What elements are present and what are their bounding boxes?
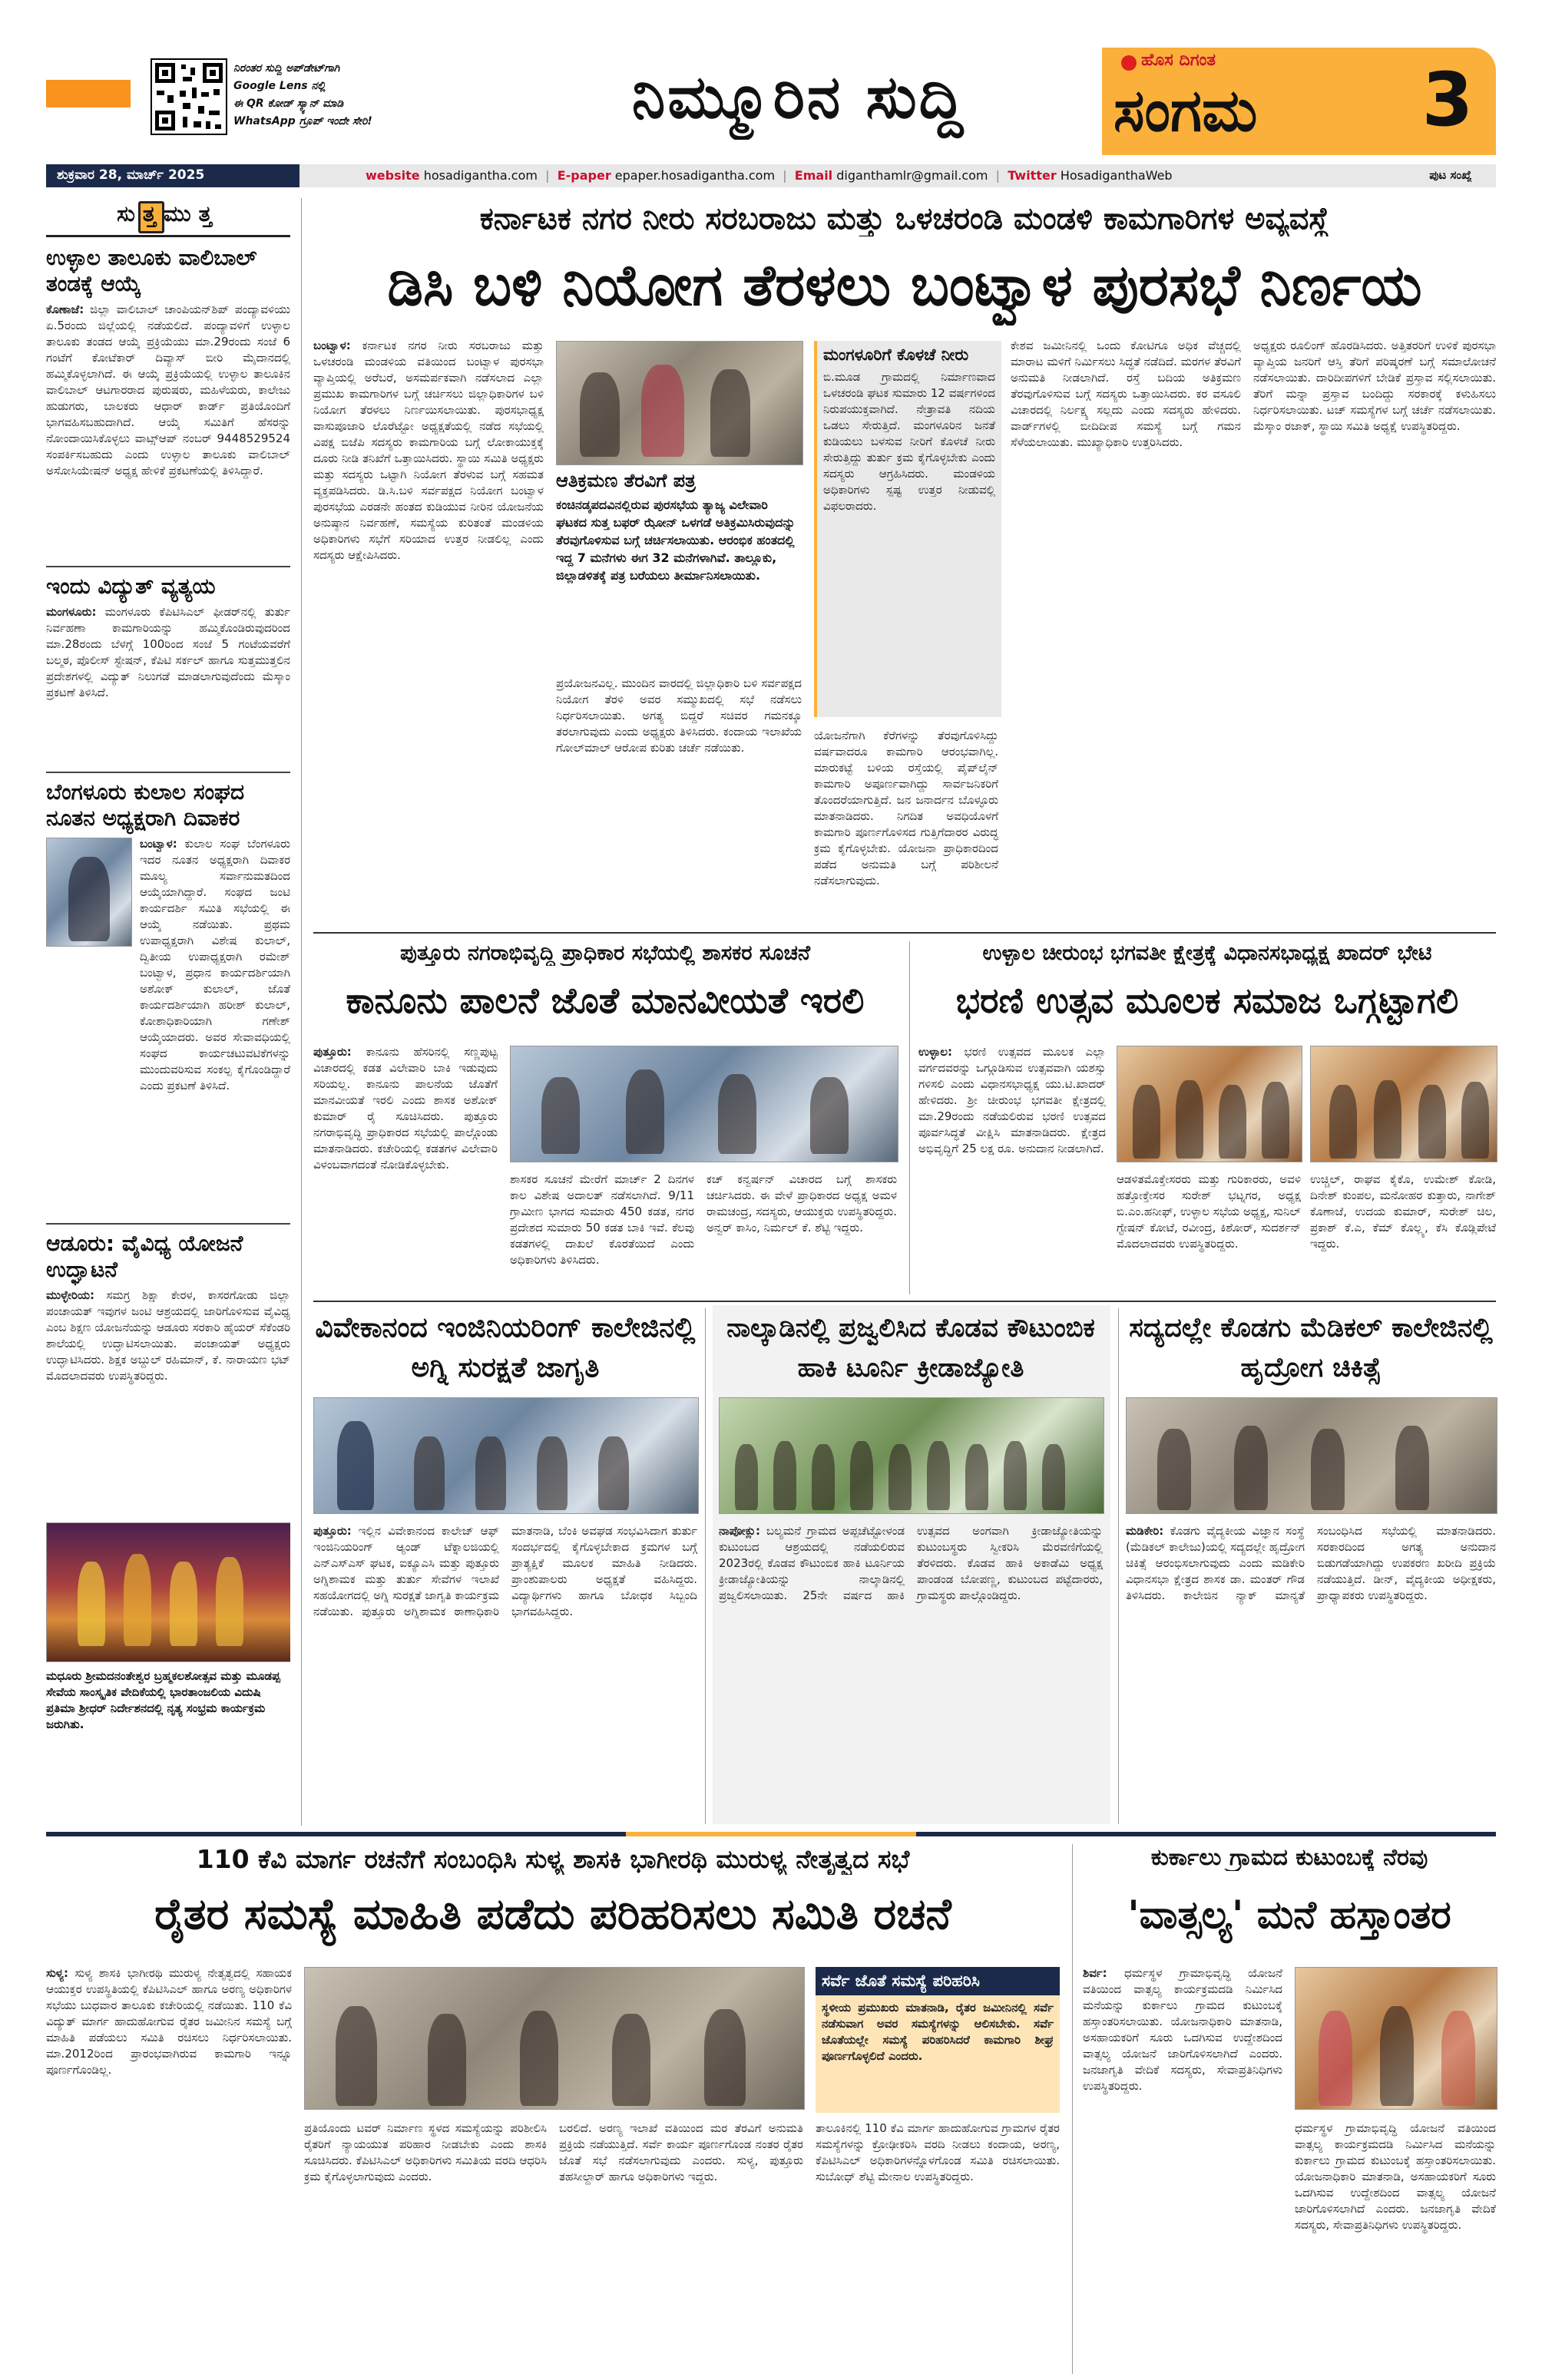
dateline: ಮಡಿಕೇರಿ: xyxy=(1126,1524,1164,1538)
story8-col1 xyxy=(1083,1965,1282,2372)
sidebar-story-headline: ಬೆಂಗಳೂರು ಕುಲಾಲ ಸಂಘದ ನೂತನ ಅಧ್ಯಕ್ಷರಾಗಿ ದಿವಾಕರ xyxy=(46,779,245,831)
sidebar-story-headline: ಇಂದು ವಿದ್ಯುತ್ ವ್ಯತ್ಯಯ xyxy=(46,574,216,599)
story-text: ಬಲ್ಯಮನೆ ಗ್ರಾಮದ ಅಪ್ಪಚೆಟ್ಟೋಳಂಡ ಕುಟುಂಬದ ಆಶ್ರಯದಲ್ಲಿ ನಡೆಯಲಿರುವ 2023ರಲ್ಲಿ ಕೊಡವ ಕೌಟುಂಬಿಕ ಹಾಕಿ ಟೂರ್ನಿಯ ಕ್ರೀಡಾಜ್ಯೋತಿಯನ್ನು ನಾಲ್ಕಾಡಿನಲ್ಲಿ ಪ್ರಜ್ವಲಿಸಲಾಯಿತು. 25ನೇ ವರ್ಷದ ಹಾಕಿ ಉತ್ಸವದ ಅಂಗವಾಗಿ ಕ್ರೀಡಾಜ್ಯೋತಿಯನ್ನು ಕುಟುಂಬಸ್ಥರು ಸ್ವೀಕರಿಸಿ ಮೆರವಣಿಗೆಯಲ್ಲಿ ತೆರಳಿದರು. ಕೊಡವ ಹಾಕಿ ಅಕಾಡೆಮಿ ಅಧ್ಯಕ್ಷ ಪಾಂಡಂಡ ಬೋಪಣ್ಣ, ಕುಟುಂಬದ ಪಟ್ಟೆದಾರರು, ಗ್ರಾಮಸ್ಥರು ಪಾಲ್ಗೊಂಡಿದ್ದರು. xyxy=(719,1524,1103,1602)
sidebar-header-text: ಸುತ್ತಮುತ್ತ xyxy=(117,201,220,226)
lead-col3: ಯೋಜನೆಗಾಗಿ ಕೆರೆಗಳನ್ನು ತೆರವುಗೊಳಿಸಿದ್ದು ವರ್ಷವಾದರೂ ಕಾಮಗಾರಿ ಆರಂಭವಾಗಿಲ್ಲ. ಮಾರುಕಟ್ಟೆ ಬಳಿಯ ರಸ್ತೆಯಲ್ಲಿ ಪೈಪ್‌ಲೈನ್ ಕಾಮಗಾರಿ ಅಪೂರ್ಣವಾಗಿದ್ದು ಸಾರ್ವಜನಿಕರಿಗೆ ತೊಂದರೆಯಾಗುತ್ತಿದೆ. ಜನ ಜನಾರ್ದನ ಬೊಳ್ಳೂರು ಮಾತನಾಡಿದರು. ನಿಗದಿತ ಅವಧಿಯೊಳಗೆ ಕಾಮಗಾರಿ ಪೂರ್ಣಗೊಳಿಸದ ಗುತ್ತಿಗೆದಾರರ ವಿರುದ್ಧ ಕ್ರಮ ಕೈಗೊಳ್ಳಬೇಕು. ಯೋಜನಾ ಪ್ರಾಧಿಕಾರದಿಂದ ಪಡೆದ ಅನುಮತಿ ಬಗ್ಗೆ ಪರಿಶೀಲನೆ ನಡೆಸಲಾಗುವುದು. xyxy=(814,729,998,888)
lead-photo xyxy=(556,341,803,465)
masthead xyxy=(0,0,1542,183)
dateline: ಬಂಟ್ವಾಳ: xyxy=(140,837,177,851)
portrait-photo xyxy=(46,838,132,947)
lead-photo-caption-head: ಆತಿಕ್ರಮಣ ತೆರವಿಗೆ ಪತ್ರ xyxy=(556,470,696,491)
story-text: ಸುಳ್ಯ ಶಾಸಕಿ ಭಾಗೀರಥಿ ಮುರುಳ್ಯ ನೇತೃತ್ವದಲ್ಲಿ ಸಹಾಯಕ ಆಯುಕ್ತರ ಉಪಸ್ಥಿತಿಯಲ್ಲಿ ಕೆಪಿಟಿಸಿಎಲ್ ಹಾಗೂ ಅರಣ್ಯ ಅಧಿಕಾರಿಗಳ ಸಭೆಯು ಬುಧವಾರ ತಾಲೂಕು ಕಚೇರಿಯಲ್ಲಿ ನಡೆಯಿತು. 110 ಕೆವಿ ವಿದ್ಯುತ್ ಮಾರ್ಗ ಹಾದುಹೋಗುವ ರೈತರ ಜಮೀನಿನ ಸಮಸ್ಯೆ ಬಗ್ಗೆ ಮಾಹಿತಿ ಪಡೆಯಲು ಸಮಿತಿ ರಚಿಸಲು ನಿರ್ಧರಿಸಲಾಯಿತು. ಮಾ.2012ರಿಂದ ಪ್ರಾರಂಭವಾಗಿರುವ ಕಾಮಗಾರಿ ಇನ್ನೂ ಪೂರ್ಣಗೊಂಡಿಲ್ಲ. xyxy=(46,1966,292,2077)
story-text: ಧರ್ಮಸ್ಥಳ ಗ್ರಾಮಾಭಿವೃದ್ಧಿ ಯೋಜನೆ ವತಿಯಿಂದ ವಾತ್ಸಲ್ಯ ಕಾರ್ಯಕ್ರಮದಡಿ ನಿರ್ಮಿಸಿದ ಮನೆಯನ್ನು ಕುರ್ಕಾಲು ಗ್ರಾಮದ ಕುಟುಂಬಕ್ಕೆ ಹಸ್ತಾಂತರಿಸಲಾಯಿತು. ಯೋಜನಾಧಿಕಾರಿ ಮಾತನಾಡಿ, ಅಸಹಾಯಕರಿಗೆ ಸೂರು ಒದಗಿಸುವ ಉದ್ದೇಶದಿಂದ ವಾತ್ಸಲ್ಯ ಯೋಜನೆ ಜಾರಿಗೊಳಿಸಲಾಗಿದೆ ಎಂದರು. ಜನಜಾಗೃತಿ ವೇದಿಕೆ ಸದಸ್ಯರು, ಸೇವಾಪ್ರತಿನಿಧಿಗಳು ಉಪಸ್ಥಿತರಿದ್ದರು. xyxy=(1295,2121,1496,2232)
story3-headline: ಭರಣಿ ಉತ್ಸವ ಮೂಲಕ ಸಮಾಜ ಒಗ್ಗಟ್ಟಾಗಲಿ xyxy=(955,980,1459,1021)
story-text: ಧರ್ಮಸ್ಥಳ ಗ್ರಾಮಾಭಿವೃದ್ಧಿ ಯೋಜನೆ ವತಿಯಿಂದ ವಾತ್ಸಲ್ಯ ಕಾರ್ಯಕ್ರಮದಡಿ ನಿರ್ಮಿಸಿದ ಮನೆಯನ್ನು ಕುರ್ಕಾಲು ಗ್ರಾಮದ ಕುಟುಂಬಕ್ಕೆ ಹಸ್ತಾಂತರಿಸಲಾಯಿತು. ಯೋಜನಾಧಿಕಾರಿ ಮಾತನಾಡಿ, ಅಸಹಾಯಕರಿಗೆ ಸೂರು ಒದಗಿಸುವ ಉದ್ದೇಶದಿಂದ ವಾತ್ಸಲ್ಯ ಯೋಜನೆ ಜಾರಿಗೊಳಿಸಲಾಗಿದೆ ಎಂದರು. ಜನಜಾಗೃತಿ ವೇದಿಕೆ ಸದಸ್ಯರು, ಸೇವಾಪ್ರತಿನಿಧಿಗಳು ಉಪಸ್ಥಿತರಿದ್ದರು. xyxy=(1083,1966,1282,2093)
email-label: Email xyxy=(794,168,833,183)
story-text: ಕಾನೂನು ಹೆಸರಿನಲ್ಲಿ ಸಣ್ಣಪುಟ್ಟ ವಿಚಾರದಲ್ಲಿ ಕಡತ ವಿಲೇವಾರಿ ಬಾಕಿ ಇಡುವುದು ಸರಿಯಲ್ಲ. ಕಾನೂನು ಪಾಲನೆಯ ಜೊತೆಗೆ ಮಾನವೀಯತೆ ಇರಲಿ ಎಂದು ಶಾಸಕ ಅಶೋಕ್ ಕುಮಾರ್ ರೈ ಸೂಚಿಸಿದರು. ಪುತ್ತೂರು ನಗರಾಭಿವೃದ್ಧಿ ಪ್ರಾಧಿಕಾರದ ಸಭೆಯಲ್ಲಿ ಪಾಲ್ಗೊಂಡು ಮಾತನಾಡಿದರು. ಕಚೇರಿಯಲ್ಲಿ ಕಡತಗಳ ವಿಲೇವಾರಿ ವಿಳಂಬವಾಗದಂತೆ ನೋಡಿಕೊಳ್ಳಬೇಕು. xyxy=(313,1045,498,1172)
qr-note xyxy=(233,60,456,131)
issue-date: ಶುಕ್ರವಾರ 28, ಮಾರ್ಚ್ 2025 xyxy=(57,167,205,183)
story7-col2: ಪ್ರತಿಯೊಂದು ಟವರ್ ನಿರ್ಮಾಣ ಸ್ಥಳದ ಸಮಸ್ಯೆಯನ್ನು ಪರಿಶೀಲಿಸಿ ರೈತರಿಗೆ ನ್ಯಾಯಯುತ ಪರಿಹಾರ ನೀಡಬೇಕು ಎಂದು ಶಾಸಕಿ ಸೂಚಿಸಿದರು. ಕೆಪಿಟಿಸಿಎಲ್ ಅಧಿಕಾರಿಗಳು ಸಮಿತಿಯ ವರದಿ ಆಧರಿಸಿ ಕ್ರಮ ಕೈಗೊಳ್ಳಲಾಗುವುದು ಎಂದರು. xyxy=(304,2121,547,2183)
story-text: ಕರ್ನಾಟಕ ನಗರ ನೀರು ಸರಬರಾಜು ಮತ್ತು ಒಳಚರಂಡಿ ಮಂಡಳಿಯ ವತಿಯಿಂದ ಬಂಟ್ವಾಳ ಪುರಸಭಾ ವ್ಯಾಪ್ತಿಯಲ್ಲಿ ಅರೆಬರೆ, ಅಸಮರ್ಪಕವಾಗಿ ನಡೆಸಲಾದ ಎಲ್ಲಾ ಪ್ರಮುಖ ಕಾಮಗಾರಿಗಳ ಬಗ್ಗೆ ಚರ್ಚಿಸಲು ಜಿಲ್ಲಾಧಿಕಾರಿಗಳ ಬಳಿ ನಿಯೋಗ ತೆರಳಲು ನಿರ್ಣಯಿಸಲಾಯಿತು. ಪುರಸಭಾಧ್ಯಕ್ಷ ವಾಸುಪೂಜಾರಿ ಲೊರೆಟ್ಟೋ ಅಧ್ಯಕ್ಷತೆಯಲ್ಲಿ ನಡೆದ ಸಭೆಯಲ್ಲಿ ವಿಪಕ್ಷ ಬಿಜೆಪಿ ಸದಸ್ಯರು ಕಾಮಗಾರಿಯ ಬಗ್ಗೆ ಲೋಕಾಯುಕ್ತಕ್ಕೆ ದೂರು ನೀಡಿ ತನಿಖೆಗೆ ಒತ್ತಾಯಿಸಿದರು. ಸ್ಥಾಯಿ ಸಮಿತಿ ಅಧ್ಯಕ್ಷರು ಮತ್ತು ಸದಸ್ಯರು ಒಟ್ಟಾಗಿ ನಿಯೋಗ ತೆರಳುವ ಬಗ್ಗೆ ಸಹಮತ ವ್ಯಕ್ತಪಡಿಸಿದರು. ಡಿ.ಸಿ.ಬಳಿ ಸರ್ವಪಕ್ಷದ ನಿಯೋಗ ಬಂಟ್ವಾಳ ಪುರಸಭೆಯ ಎರಡನೇ ಹಂತದ ಕುಡಿಯುವ ನೀರಿನ ಯೋಜನೆಯ ಅನುಷ್ಠಾನ ನಿರ್ವಹಣೆ, ಸಮಸ್ಯೆಯ ಕುರಿತಂತೆ ಮಂಡಳಿಯ ಅಧಿಕಾರಿಗಳು ಸಭೆಗೆ ಸರಿಯಾದ ಉತ್ತರ ನೀಡಲಿಲ್ಲ ಎಂದು ಸದಸ್ಯರು ಆಕ್ಷೇಪಿಸಿದರು. xyxy=(313,339,544,562)
website-label: website xyxy=(366,168,420,183)
sidebar-story-body xyxy=(46,302,290,560)
story4-photo xyxy=(313,1397,699,1514)
lead-col1 xyxy=(313,338,544,921)
divider-stripe xyxy=(46,1832,1496,1836)
lead-kicker: ಕರ್ನಾಟಕ ನಗರ ನೀರು ಸರಬರಾಜು ಮತ್ತು ಒಳಚರಂಡಿ ಮಂಡಳಿ ಕಾಮಗಾರಿಗಳ ಅವ್ಯವಸ್ಥೆ xyxy=(479,201,1330,236)
website-link[interactable]: hosadigantha.com xyxy=(423,168,538,183)
sidebar-story xyxy=(46,779,290,1217)
story2-col1 xyxy=(313,1044,498,1290)
lead-box-text: ಬಿ.ಮೂಡ ಗ್ರಾಮದಲ್ಲಿ ನಿರ್ಮಾಣವಾದ ಒಳಚರಂಡಿ ಘಟಕ ಸುಮಾರು 12 ವರ್ಷಗಳಿಂದ ನಿರುಪಯುಕ್ತವಾಗಿದೆ. ನೇತ್ರಾವತಿ ನದಿಯ ಒಡಲು ಸೇರುತ್ತಿದೆ. ಮಂಗಳೂರಿನ ಜನತೆ ಕುಡಿಯಲು ಬಳಸುವ ನೀರಿಗೆ ಕೊಳಚೆ ನೀರು ಸೇರುತ್ತಿದ್ದು ತುರ್ತು ಕ್ರಮ ಕೈಗೊಳ್ಳಬೇಕು ಎಂದು ಸದಸ್ಯರು ಆಗ್ರಹಿಸಿದರು. ಮಂಡಳಿಯ ಅಧಿಕಾರಿಗಳು ಸ್ಪಷ್ಟ ಉತ್ತರ ನೀಡುವಲ್ಲಿ ವಿಫಲರಾದರು. xyxy=(823,370,995,513)
story5-text xyxy=(719,1523,1103,1823)
page-number: 3 xyxy=(1421,57,1474,143)
dateline: ಕೊಣಾಜೆ: xyxy=(46,302,84,316)
brand-logo-icon xyxy=(1121,55,1137,71)
lead-box-head: ಮಂಗಳೂರಿಗೆ ಕೊಳಚೆ ನೀರು xyxy=(823,345,969,364)
dance-photo-caption: ಮಧೂರು ಶ್ರೀಮದನಂತೇಶ್ವರ ಬ್ರಹ್ಮಕಲಶೋತ್ಸವ ಮತ್ತು ಮೂಡಪ್ಪ ಸೇವೆಯ ಸಾಂಸ್ಕೃತಿಕ ವೇದಿಕೆಯಲ್ಲಿ ಭಾರತಾಂಜಲಿಯ ವಿದುಷಿ ಪ್ರತಿಮಾ ಶ್ರೀಧರ್ ನಿರ್ದೇಶನದಲ್ಲಿ ನೃತ್ಯ ಸಂಭ್ರಮ ಕಾರ್ಯಕ್ರಮ ಜರುಗಿತು. xyxy=(46,1669,280,1731)
contact-line: website hosadigantha.com | E-paper epaper.hosadigantha.com | Email diganthamlr@gmail.com | Twitter HosadiganthaWeb xyxy=(366,168,1173,183)
dateline: ಮಂಗಳೂರು: xyxy=(46,605,97,619)
qr-note-line: ಈ QR ಕೋಡ್ ಸ್ಕ್ಯಾನ್ ಮಾಡಿ xyxy=(233,98,344,110)
lead-box xyxy=(814,341,1001,717)
sidebar-story-body xyxy=(46,1288,290,1513)
dateline: ಪುತ್ತೂರು: xyxy=(313,1045,352,1059)
story3-col3: ಉಚ್ಚಿಲ್, ರಾಘವ ಕೈಕೊ, ಉಮೇಶ್ ಕೋಡಿ, ದಿನೇಶ್ ಕುಂಪಲ, ಮನೋಹರ ಕುತ್ತಾರು, ನಾಗೇಶ್ ಕೊಣಾಜೆ, ಉದಯ ಕುಮಾರ್, ಸುರೇಶ್ ಚಿಲ, ಪ್ರಕಾಶ್ ಕೆ.ಎ, ಕೆಮ್ ಕೊಲ್ಲ್ಯ, ಕೆಸಿ ಕೊಡ್ಲಿಪೇಟೆ ಇದ್ದರು. xyxy=(1310,1172,1496,1251)
story7-box xyxy=(816,1967,1060,2113)
lead-col4: ಕೇಶವ ಜಮೀನಿನಲ್ಲಿ ಒಂದು ಕೋಟಿಗೂ ಅಧಿಕ ವೆಚ್ಚದಲ್ಲಿ ಮಾರಾಟ ಮಳಿಗೆ ನಿರ್ಮಿಸಲು ಸಿದ್ಧತೆ ನಡೆದಿದೆ. ಮರಗಳ ತೆರವಿಗೆ ಅನುಮತಿ ನೀಡಲಾಗಿದೆ. ರಸ್ತೆ ಬದಿಯ ಅತಿಕ್ರಮಣ ತೆರವುಗೊಳಿಸುವ ಬಗ್ಗೆ ಸದಸ್ಯರು ಒತ್ತಾಯಿಸಿದರು. ಕರ ವಸೂಲಿ ವಿಚಾರದಲ್ಲಿ ನಿರ್ಲಕ್ಷ್ಯ ಸಲ್ಲದು ಎಂದು ಸದಸ್ಯರು ಹೇಳಿದರು. ವಾರ್ಡ್‌ಗಳಲ್ಲಿ ಬೀದಿದೀಪ ಸಮಸ್ಯೆ ಬಗ್ಗೆ ಗಮನ ಸೆಳೆಯಲಾಯಿತು. ಮುಖ್ಯಾಧಿಕಾರಿ ಉತ್ತರಿಸಿದರು. xyxy=(1011,339,1241,449)
sidebar-story xyxy=(46,1231,290,1513)
story3-col2: ಆಡಳಿತಮೊಕ್ತೇಸರರು ಮತ್ತು ಗುರಿಕಾರರು, ಅವಳಿ ಹತ್ತೋಕ್ತೇಸರ ಸುರೇಶ್ ಭಟ್ನಗರ, ಅಧ್ಯಕ್ಷ ಬಿ.ಎಂ.ಹನೀಫ್, ಉಳ್ಳಾಲ ಸಭೆಯ ಅಧ್ಯಕ್ಷ, ಸುನಿಲ್ ಗ್ಟೇಷನ್ ಕೋಟೆ, ರವೀಂದ್ರ, ಕಿಶೋರ್, ಸುದರ್ಶನ್ ಮೊದಲಾದವರು ಉಪಸ್ಥಿತರಿದ್ದರು. xyxy=(1117,1172,1301,1251)
lead-headline: ಡಿಸಿ ಬಳಿ ನಿಯೋಗ ತೆರಳಲು ಬಂಟ್ವಾಳ ಪುರಸಭೆ ನಿರ್ಣಯ xyxy=(387,253,1422,319)
story2-col3: ಕಚ್ ಕನ್ವರ್ಷನ್ ವಿಚಾರದ ಬಗ್ಗೆ ಶಾಸಕರು ಚರ್ಚಿಸಿದರು. ಈ ವೇಳೆ ಪ್ರಾಧಿಕಾರದ ಅಧ್ಯಕ್ಷ ಅಮಳ ರಾಮಚಂದ್ರ, ಸದಸ್ಯರು, ಆಯುಕ್ತರು ಉಪಸ್ಥಿತರಿದ್ದರು. ಅನ್ವರ್ ಕಾಸಿಂ, ನಿರ್ಮಲ್ ಕೆ. ಶೆಟ್ಟಿ ಇದ್ದರು. xyxy=(706,1172,897,1235)
story4-text xyxy=(313,1523,697,1823)
dateline: ಉಳ್ಳಾಲ: xyxy=(918,1045,952,1059)
dateline: ಬಂಟ್ವಾಳ: xyxy=(313,339,351,352)
story7-box-head: ಸರ್ವೆ ಜೊತೆ ಸಮಸ್ಯೆ ಪರಿಹರಿಸಿ xyxy=(816,1967,1060,1995)
story-text: ಜಿಲ್ಲಾ ವಾಲಿಬಾಲ್ ಚಾಂಪಿಯನ್‌ಶಿಪ್ ಪಂದ್ಯಾವಳಿಯು ಏ.5ರಂದು ಜಿಲ್ಲೆಯಲ್ಲಿ ನಡೆಯಲಿದೆ. ಪಂದ್ಯಾವಳಿಗೆ ಉಳ್ಳಾಲ ತಾಲೂಕು ತಂಡದ ಆಯ್ಕೆ ಪ್ರಕ್ರಿಯೆಯು ಮಾ.29ರಂದು ಸಂಜೆ 6 ಗಂಟೆಗೆ ಕೋಟೆಕಾರ್ ದಿವ್ಯಾಸ್ ಬೀರಿ ಮೈದಾನದಲ್ಲಿ ಹಮ್ಮಿಕೊಳ್ಳಲಾಗಿದೆ. ಈ ಆಯ್ಕೆ ಪ್ರಕ್ರಿಯೆಯಲ್ಲಿ ಉಳ್ಳಾಲ ತಾಲೂಕಿನ ವಾಲಿಬಾಲ್ ಆಟಗಾರರಾದ ಪುರುಷರು, ಮಹಿಳೆಯರು, ಕಾಲೇಜು ಹುಡುಗರು, ಬಾಲಕರು ಆಧಾರ್ ಕಾರ್ಡ್ ಪ್ರತಿಯೊಂದಿಗೆ ಭಾಗವಹಿಸಬಹುದಾಗಿದೆ. ಆಯ್ಕೆ ಸಮಿತಿಗೆ ಹೆಸರನ್ನು ನೋಂದಾಯಿಸಿಕೊಳ್ಳಲು ವಾಟ್ಸ್‌ಆಪ್ ನಂಬರ್ 9448529524 ಸಂಪರ್ಕಿಸಬಹುದು ಎಂದು ಉಳ್ಳಾಲ ತಾಲೂಕು ವಾಲಿಬಾಲ್ ಅಸೋಸಿಯೇಷನ್ ಅಧ್ಯಕ್ಷ ಹೇಳಿಕೆ ಪ್ರಕಟಣೆಯಲ್ಲಿ ತಿಳಿಸಿದ್ದಾರೆ. xyxy=(46,302,290,478)
dateline: ಪುತ್ತೂರು: xyxy=(313,1524,352,1538)
story7-box-text: ಸ್ಥಳೀಯ ಪ್ರಮುಖರು ಮಾತನಾಡಿ, ರೈತರ ಜಮೀನಿನಲ್ಲಿ ಸರ್ವೆ ನಡೆಸುವಾಗ ಅವರ ಸಮಸ್ಯೆಗಳನ್ನು ಆಲಿಸಬೇಕು. ಸರ್ವೆ ಜೊತೆಯಲ್ಲೇ ಸಮಸ್ಯೆ ಪರಿಹರಿಸಿದರೆ ಕಾಮಗಾರಿ ಶೀಘ್ರ ಪೂರ್ಣಗೊಳ್ಳಲಿದೆ ಎಂದರು. xyxy=(822,2001,1054,2063)
sidebar-story-headline: ಉಳ್ಳಾಲ ತಾಲೂಕು ವಾಲಿಬಾಲ್ ತಂಡಕ್ಕೆ ಆಯ್ಕೆ xyxy=(46,245,257,296)
story-text: ಸಮಗ್ರ ಶಿಕ್ಷಾ ಕೇರಳ, ಕಾಸರಗೋಡು ಜಿಲ್ಲಾ ಪಂಚಾಯತ್ ಇವುಗಳ ಜಂಟಿ ಆಶ್ರಯದಲ್ಲಿ ಜಾರಿಗೊಳಿಸುವ ವೈವಿಧ್ಯ ಎಂಬ ಶಿಕ್ಷಣ ಯೋಜನೆಯನ್ನು ಆಡೂರು ಸರಕಾರಿ ಹೈಯರ್ ಸೆಕೆಂಡರಿ ಶಾಲೆಯಲ್ಲಿ ಉದ್ಘಾಟಿಸಲಾಯಿತು. ಪಂಚಾಯತ್ ಅಧ್ಯಕ್ಷರು ಉದ್ಘಾಟಿಸಿದರು. ಶಿಕ್ಷಕ ಅಬ್ದುಲ್ ರಹಿಮಾನ್, ಕೆ. ನಾರಾಯಣ ಭಟ್ ಮೊದಲಾದವರು ಉಪಸ್ಥಿತರಿದ್ದರು. xyxy=(46,1288,290,1383)
brand-small: ಹೊಸ ದಿಗಂತ xyxy=(1141,51,1216,70)
story-text: ಇಲ್ಲಿನ ವಿವೇಕಾನಂದ ಕಾಲೇಜ್ ಆಫ್ ಇಂಜಿನಿಯರಿಂಗ್ ಆ್ಯಂಡ್ ಟೆಕ್ನಾಲಜಿಯಲ್ಲಿ ಎನ್‌ಎಸ್‌ಎಸ್ ಘಟಕ, ಐಕ್ಯೂಎಸಿ ಮತ್ತು ಪುತ್ತೂರು ಅಗ್ನಿಶಾಮಕ ಮತ್ತು ತುರ್ತು ಸೇವೆಗಳ ಇಲಾಖೆ ಸಹಯೋಗದಲ್ಲಿ ಅಗ್ನಿ ಸುರಕ್ಷತೆ ಜಾಗೃತಿ ಕಾರ್ಯಕ್ರಮ ನಡೆಯಿತು. ಪುತ್ತೂರು ಅಗ್ನಿಶಾಮಕ ಠಾಣಾಧಿಕಾರಿ ಮಾತನಾಡಿ, ಬೆಂಕಿ ಅವಘಡ ಸಂಭವಿಸಿದಾಗ ತುರ್ತು ಸಂದರ್ಭದಲ್ಲಿ ಕೈಗೊಳ್ಳಬೇಕಾದ ಕ್ರಮಗಳ ಬಗ್ಗೆ ಪ್ರಾತ್ಯಕ್ಷಿಕೆ ಮೂಲಕ ಮಾಹಿತಿ ನೀಡಿದರು. ಪ್ರಾಂಶುಪಾಲರು ಅಧ್ಯಕ್ಷತೆ ವಹಿಸಿದ್ದರು. ವಿದ್ಯಾರ್ಥಿಗಳು ಹಾಗೂ ಬೋಧಕ ಸಿಬ್ಬಂದಿ ಭಾಗವಹಿಸಿದ್ದರು. xyxy=(313,1524,697,1618)
brand-large: ಸಂಗಮ xyxy=(1113,76,1258,144)
story6-headline: ಸದ್ಯದಲ್ಲೇ ಕೊಡಗು ಮೆಡಿಕಲ್ ಕಾಲೇಜಿನಲ್ಲಿ ಹೃದ್ರೋಗ ಚಿಕಿತ್ಸೆ xyxy=(1129,1313,1493,1383)
sidebar-header xyxy=(46,198,290,237)
story8-headline: 'ವಾತ್ಸಲ್ಯ' ಮನೆ ಹಸ್ತಾಂತರ xyxy=(1127,1892,1451,1937)
story3-kicker: ಉಳ್ಳಾಲ ಚೀರುಂಭ ಭಗವತೀ ಕ್ಷೇತ್ರಕ್ಕೆ ವಿಧಾನಸಭಾಧ್ಯಕ್ಷ ಖಾದರ್ ಭೇಟಿ xyxy=(982,941,1432,965)
story-text: ಕೊಡಗು ವೈದ್ಯಕೀಯ ವಿಜ್ಞಾನ ಸಂಸ್ಥೆ (ಮೆಡಿಕಲ್ ಕಾಲೇಜು)ಯಲ್ಲಿ ಸದ್ಯದಲ್ಲೇ ಹೃದ್ರೋಗ ಚಿಕಿತ್ಸೆ ಆರಂಭಿಸಲಾಗುವುದು ಎಂದು ಮಡಿಕೇರಿ ವಿಧಾನಸಭಾ ಕ್ಷೇತ್ರದ ಶಾಸಕ ಡಾ. ಮಂತರ್ ಗೌಡ ತಿಳಿಸಿದರು. ಕಾಲೇಜಿನ ನ್ಯಾಕ್ ಮಾನ್ಯತೆ ಸಂಬಂಧಿಸಿದ ಸಭೆಯಲ್ಲಿ ಮಾತನಾಡಿದರು. ಸರಕಾರದಿಂದ ಅಗತ್ಯ ಅನುದಾನ ಬಿಡುಗಡೆಯಾಗಿದ್ದು ಉಪಕರಣ ಖರೀದಿ ಪ್ರಕ್ರಿಯೆ ನಡೆಯುತ್ತಿದೆ. ಡೀನ್, ವೈದ್ಯಕೀಯ ಅಧೀಕ್ಷಕರು, ಪ್ರಾಧ್ಯಾಪಕರು ಉಪಸ್ಥಿತರಿದ್ದರು. xyxy=(1126,1524,1496,1602)
dateline: ಸುಳ್ಯ: xyxy=(46,1966,68,1980)
story5-photo xyxy=(719,1397,1104,1514)
sidebar xyxy=(46,198,290,1826)
dance-photo xyxy=(46,1522,290,1662)
dateline: ನಾಪೋಕ್ಲು: xyxy=(719,1524,761,1538)
qr-code-icon xyxy=(151,58,227,135)
story7-headline: ರೈತರ ಸಮಸ್ಯೆ ಮಾಹಿತಿ ಪಡೆದು ಪರಿಹರಿಸಲು ಸಮಿತಿ ರಚನೆ xyxy=(154,1889,951,1939)
story6-photo xyxy=(1126,1397,1497,1514)
dateline: ಶಿರ್ವ: xyxy=(1083,1966,1107,1980)
story8-col2 xyxy=(1295,2121,1496,2372)
story2-headline: ಕಾನೂನು ಪಾಲನೆ ಜೊತೆ ಮಾನವೀಯತೆ ಇರಲಿ xyxy=(346,980,865,1021)
story7-col1 xyxy=(46,1965,292,2372)
story7-col3: ಬರಲಿದೆ. ಅರಣ್ಯ ಇಲಾಖೆ ವತಿಯಿಂದ ಮರ ತೆರವಿಗೆ ಅನುಮತಿ ಪ್ರಕ್ರಿಯೆ ನಡೆಯುತ್ತಿದೆ. ಸರ್ವೆ ಕಾರ್ಯ ಪೂರ್ಣಗೊಂಡ ನಂತರ ರೈತರ ಜೊತೆ ಸಭೆ ನಡೆಸಲಾಗುವುದು ಎಂದರು. ಸುಳ್ಯ, ಪುತ್ತೂರು ತಹಸೀಲ್ದಾರ್ ಹಾಗೂ ಅಧಿಕಾರಿಗಳು ಇದ್ದರು. xyxy=(559,2121,803,2183)
epaper-link[interactable]: epaper.hosadigantha.com xyxy=(614,168,776,183)
sidebar-story xyxy=(46,245,290,560)
story8-kicker: ಕುರ್ಕಾಲು ಗ್ರಾಮದ ಕುಟುಂಬಕ್ಕೆ ನೆರವು xyxy=(1150,1844,1428,1871)
story3-photo-right xyxy=(1310,1046,1497,1162)
qr-note-line: WhatsApp ಗ್ರೂಪ್ ಇಂದೇ ಸೇರಿ! xyxy=(233,115,372,127)
story7-photo-left xyxy=(304,1967,805,2110)
qr-note-line: ನಿರಂತರ ಸುದ್ದಿ ಅಪ್‌ಡೇಟ್‌ಗಾಗಿ xyxy=(233,62,340,74)
story-text: ಭರಣಿ ಉತ್ಸವದ ಮೂಲಕ ಎಲ್ಲಾ ವರ್ಗದವರನ್ನು ಒಗ್ಗೂಡಿಸುವ ಉತ್ಸವವಾಗಿ ಯಶಸ್ಸು ಗಳಿಸಲಿ ಎಂದು ವಿಧಾನಸಭಾಧ್ಯಕ್ಷ ಯು.ಟಿ.ಖಾದರ್ ಹೇಳಿದರು. ಶ್ರೀ ಚೀರುಂಭ ಭಗವತೀ ಕ್ಷೇತ್ರದಲ್ಲಿ ಮಾ.29ರಂದು ನಡೆಯಲಿರುವ ಭರಣಿ ಉತ್ಸವದ ಪೂರ್ವಸಿದ್ಧತೆ ವೀಕ್ಷಿಸಿ ಮಾತನಾಡಿದರು. ಕ್ಷೇತ್ರದ ಅಭಿವೃದ್ಧಿಗೆ 25 ಲಕ್ಷ ರೂ. ಅನುದಾನ ನೀಡಲಾಗಿದೆ. xyxy=(918,1045,1106,1155)
story4-headline: ವಿವೇಕಾನಂದ ಇಂಜಿನಿಯರಿಂಗ್ ಕಾಲೇಜಿನಲ್ಲಿ ಅಗ್ನಿ ಸುರಕ್ಷತೆ ಜಾಗೃತಿ xyxy=(315,1312,696,1383)
sidebar-story-body xyxy=(46,604,290,765)
epaper-label: E-paper xyxy=(557,168,611,183)
sidebar-story xyxy=(46,574,290,765)
story3-col1 xyxy=(918,1044,1106,1290)
twitter-link[interactable]: HosadiganthaWeb xyxy=(1060,168,1173,183)
lead-col5: ಅಧ್ಯಕ್ಷರು ರೂಲಿಂಗ್ ಹೊರಡಿಸಿದರು. ಅತ್ತಿತರರಿಗೆ ಉಳಿಕೆ ಪುರಸಭಾ ವ್ಯಾಪ್ತಿಯ ಜನರಿಗೆ ಆಸ್ತಿ ತೆರಿಗೆ ಪರಿಷ್ಕರಣೆ ಬಗ್ಗೆ ಸಮಾಲೋಚನೆ ನಡೆಸಲಾಯಿತು. ದಾರಿದೀಪಗಳಿಗೆ ಬೇಡಿಕೆ ಪ್ರಸ್ತಾವ ಸಲ್ಲಿಸಲಾಯಿತು. ತೆರಿಗೆ ಮನ್ನಾ ಪ್ರಸ್ತಾವ ಬಂದಿದ್ದು ಸರಕಾರಕ್ಕೆ ಕಳುಹಿಸಲು ನಿರ್ಧರಿಸಲಾಯಿತು. ಟಚ್ ಸಮಸ್ಯೆಗಳ ಬಗ್ಗೆ ಚರ್ಚೆ ನಡೆಸಲಾಯಿತು. ಮೆಸ್ಕಾಂ ರಜಾಕ್, ಸ್ಥಾಯಿ ಸಮಿತಿ ಅಧ್ಯಕ್ಷೆ ಉಪಸ್ಥಿತರಿದ್ದರು. xyxy=(1253,339,1496,433)
story8-photo xyxy=(1295,1967,1497,2110)
story6-text xyxy=(1126,1523,1496,1823)
story-text: ಕುಲಾಲ ಸಂಘ ಬೆಂಗಳೂರು ಇದರ ನೂತನ ಅಧ್ಯಕ್ಷರಾಗಿ ದಿವಾಕರ ಮೂಲ್ಯ ಸರ್ವಾನುಮತದಿಂದ ಆಯ್ಕೆಯಾಗಿದ್ದಾರೆ. ಸಂಘದ ಜಂಟಿ ಕಾರ್ಯದರ್ಶಿ ಸಮಿತಿ ಸಭೆಯಲ್ಲಿ ಈ ಆಯ್ಕೆ ನಡೆಯಿತು. ಪ್ರಥಮ ಉಪಾಧ್ಯಕ್ಷರಾಗಿ ವಿಶೇಷ ಕುಲಾಲ್, ದ್ವಿತೀಯ ಉಪಾಧ್ಯಕ್ಷರಾಗಿ ರಮೇಶ್ ಬಂಟ್ವಾಳ, ಪ್ರಧಾನ ಕಾರ್ಯದರ್ಶಿಯಾಗಿ ಅಶೋಕ್ ಕುಲಾಲ್, ಜೊತೆ ಕಾರ್ಯದರ್ಶಿಯಾಗಿ ಹರೀಶ್ ಕುಲಾಲ್, ಕೋಶಾಧಿಕಾರಿಯಾಗಿ ಗಣೇಶ್ ಆಯ್ಕೆಯಾದರು. ಅವರ ಸೇವಾವಧಿಯಲ್ಲಿ ಸಂಘದ ಕಾರ್ಯಚಟುವಟಿಕೆಗಳನ್ನು ಮುಂದುವರಿಸುವ ಸಂಕಲ್ಪ ಕೈಗೊಂಡಿದ್ದಾರೆ ಎಂದು ಪ್ರಕಟಣೆ ತಿಳಿಸಿದೆ. xyxy=(140,837,290,1092)
sidebar-story-headline: ಆಡೂರು: ವೈವಿಧ್ಯ ಯೋಜನೆ ಉದ್ಘಾಟನೆ xyxy=(46,1231,243,1282)
story2-kicker: ಪುತ್ತೂರು ನಗರಾಭಿವೃದ್ಧಿ ಪ್ರಾಧಿಕಾರ ಸಭೆಯಲ್ಲಿ ಶಾಸಕರ ಸೂಚನೆ xyxy=(399,941,811,965)
story2-col2: ಶಾಸಕರ ಸೂಚನೆ ಮೇರೆಗೆ ಮಾರ್ಚ್ 2 ದಿನಗಳ ಕಾಲ ವಿಶೇಷ ಅದಾಲತ್ ನಡೆಸಲಾಗಿದೆ. 9/11 ಗ್ರಾಮೀಣ ಭಾಗದ ಸುಮಾರು 450 ಕಡತ, ನಗರ ಪ್ರದೇಶದ ಸುಮಾರು 50 ಕಡತ ಬಾಕಿ ಇವೆ. ಕೆಲವು ಕಡತಗಳಲ್ಲಿ ದಾಖಲೆ ಕೊರತೆಯಿದೆ ಎಂದು ಅಧಿಕಾರಿಗಳು ತಿಳಿಸಿದರು. xyxy=(510,1172,694,1267)
story5-headline: ನಾಲ್ಕಾಡಿನಲ್ಲಿ ಪ್ರಜ್ವಲಿಸಿದ ಕೊಡವ ಕೌಟುಂಬಿಕ ಹಾಕಿ ಟೂರ್ನಿ ಕ್ರೀಡಾಜ್ಯೋತಿ xyxy=(726,1313,1095,1383)
story7-col4: ತಾಲೂಕಿನಲ್ಲಿ 110 ಕೆವಿ ಮಾರ್ಗ ಹಾದುಹೋಗುವ ಗ್ರಾಮಗಳ ರೈತರ ಸಮಸ್ಯೆಗಳನ್ನು ಕ್ರೋಢೀಕರಿಸಿ ವರದಿ ನೀಡಲು ಕಂದಾಯ, ಅರಣ್ಯ, ಕೆಪಿಟಿಸಿಎಲ್ ಅಧಿಕಾರಿಗಳನ್ನೊಳಗೊಂಡ ಸಮಿತಿ ರಚಿಸಲಾಯಿತು. ಸುಬೋಧ್ ಶೆಟ್ಟಿ ಮೇನಾಲ ಉಪಸ್ಥಿತರಿದ್ದರು. xyxy=(816,2121,1060,2183)
sidebar-story-body xyxy=(140,836,290,1217)
email-link[interactable]: diganthamlr@gmail.com xyxy=(836,168,988,183)
section-title: ನಿಮ್ಮೂರಿನ ಸುದ್ದಿ xyxy=(631,63,966,132)
story7-kicker: 110 ಕೆವಿ ಮಾರ್ಗ ರಚನೆಗೆ ಸಂಬಂಧಿಸಿ ಸುಳ್ಯ ಶಾಸಕಿ ಭಾಗೀರಥಿ ಮುರುಳ್ಯ ನೇತೃತ್ವದ ಸಭೆ xyxy=(196,1844,910,1874)
twitter-label: Twitter xyxy=(1008,168,1057,183)
orange-accent-bar xyxy=(46,80,131,107)
qr-note-line: Google Lens ನಲ್ಲಿ xyxy=(233,80,326,92)
page-label: ಪುಟ ಸಂಖ್ಯೆ xyxy=(1429,168,1472,182)
dateline: ಮುಳ್ಳೇರಿಯ: xyxy=(46,1288,95,1302)
lead-col2: ಪ್ರಯೋಜನವಿಲ್ಲ. ಮುಂದಿನ ವಾರದಲ್ಲಿ ಜಿಲ್ಲಾಧಿಕಾರಿ ಬಳಿ ಸರ್ವಪಕ್ಷದ ನಿಯೋಗ ತೆರಳಿ ಅವರ ಸಮ್ಮುಖದಲ್ಲಿ ಸಭೆ ನಡೆಸಲು ನಿರ್ಧರಿಸಲಾಯಿತು. ಅಗತ್ಯ ಬಿದ್ದರೆ ಸಚಿವರ ಗಮನಕ್ಕೂ ತರಲಾಗುವುದು ಎಂದು ಅಧ್ಯಕ್ಷರು ತಿಳಿಸಿದರು. ಕಂದಾಯ ಇಲಾಖೆಯ ಗೋಲ್‌ಮಾಲ್ ಆರೋಪ ಕುರಿತು ಚರ್ಚೆ ನಡೆಯಿತು. xyxy=(556,676,802,755)
lead-photo-caption: ಕಂಚಿನಡ್ಕಪದವಿನಲ್ಲಿರುವ ಪುರಸಭೆಯ ತ್ಯಾಜ್ಯ ವಿಲೇವಾರಿ ಘಟಕದ ಸುತ್ತ ಬಫರ್ ಝೋನ್ ಒಳಗಡೆ ಅತಿಕ್ರಮಿಸಿರುವುದನ್ನು ತೆರವುಗೊಳಿಸುವ ಬಗ್ಗೆ ಚರ್ಚಿಸಲಾಯಿತು. ಆರಂಭಿಕ ಹಂತದಲ್ಲಿ ಇದ್ದ 7 ಮನೆಗಳು ಈಗ 32 ಮನೆಗಳಾಗಿವೆ. ತಾಲ್ಲೂಕು, ಜಿಲ್ಲಾಡಳಿತಕ್ಕೆ ಪತ್ರ ಬರೆಯಲು ತೀರ್ಮಾನಿಸಲಾಯಿತು. xyxy=(556,497,796,583)
story3-photo-left xyxy=(1117,1046,1302,1162)
story2-photo xyxy=(510,1046,898,1162)
story-text: ಮಂಗಳೂರು ಕೆಪಿಟಿಸಿಎಲ್ ಫೀಡರ್‌ನಲ್ಲಿ ತುರ್ತು ನಿರ್ವಹಣಾ ಕಾಮಗಾರಿಯನ್ನು ಹಮ್ಮಿಕೊಂಡಿರುವುದರಿಂದ ಮಾ.28ರಂದು ಬೆಳಗ್ಗೆ 100ರಿಂದ ಸಂಜೆ 5 ಗಂಟೆಯವರೆಗೆ ಬಲ್ಮಠ, ಪೊಲೀಸ್ ಸ್ಟೇಷನ್, ಕೆಪಿಟಿ ಸರ್ಕಲ್ ಹಾಗೂ ಸುತ್ತಮುತ್ತಲಿನ ಪ್ರದೇಶಗಳಲ್ಲಿ ವಿದ್ಯುತ್ ನಿಲುಗಡೆ ಮಾಡಲಾಗುವುದೆಂದು ಮೆಸ್ಕಾಂ ಪ್ರಕಟಣೆ ತಿಳಿಸಿದೆ. xyxy=(46,605,290,699)
